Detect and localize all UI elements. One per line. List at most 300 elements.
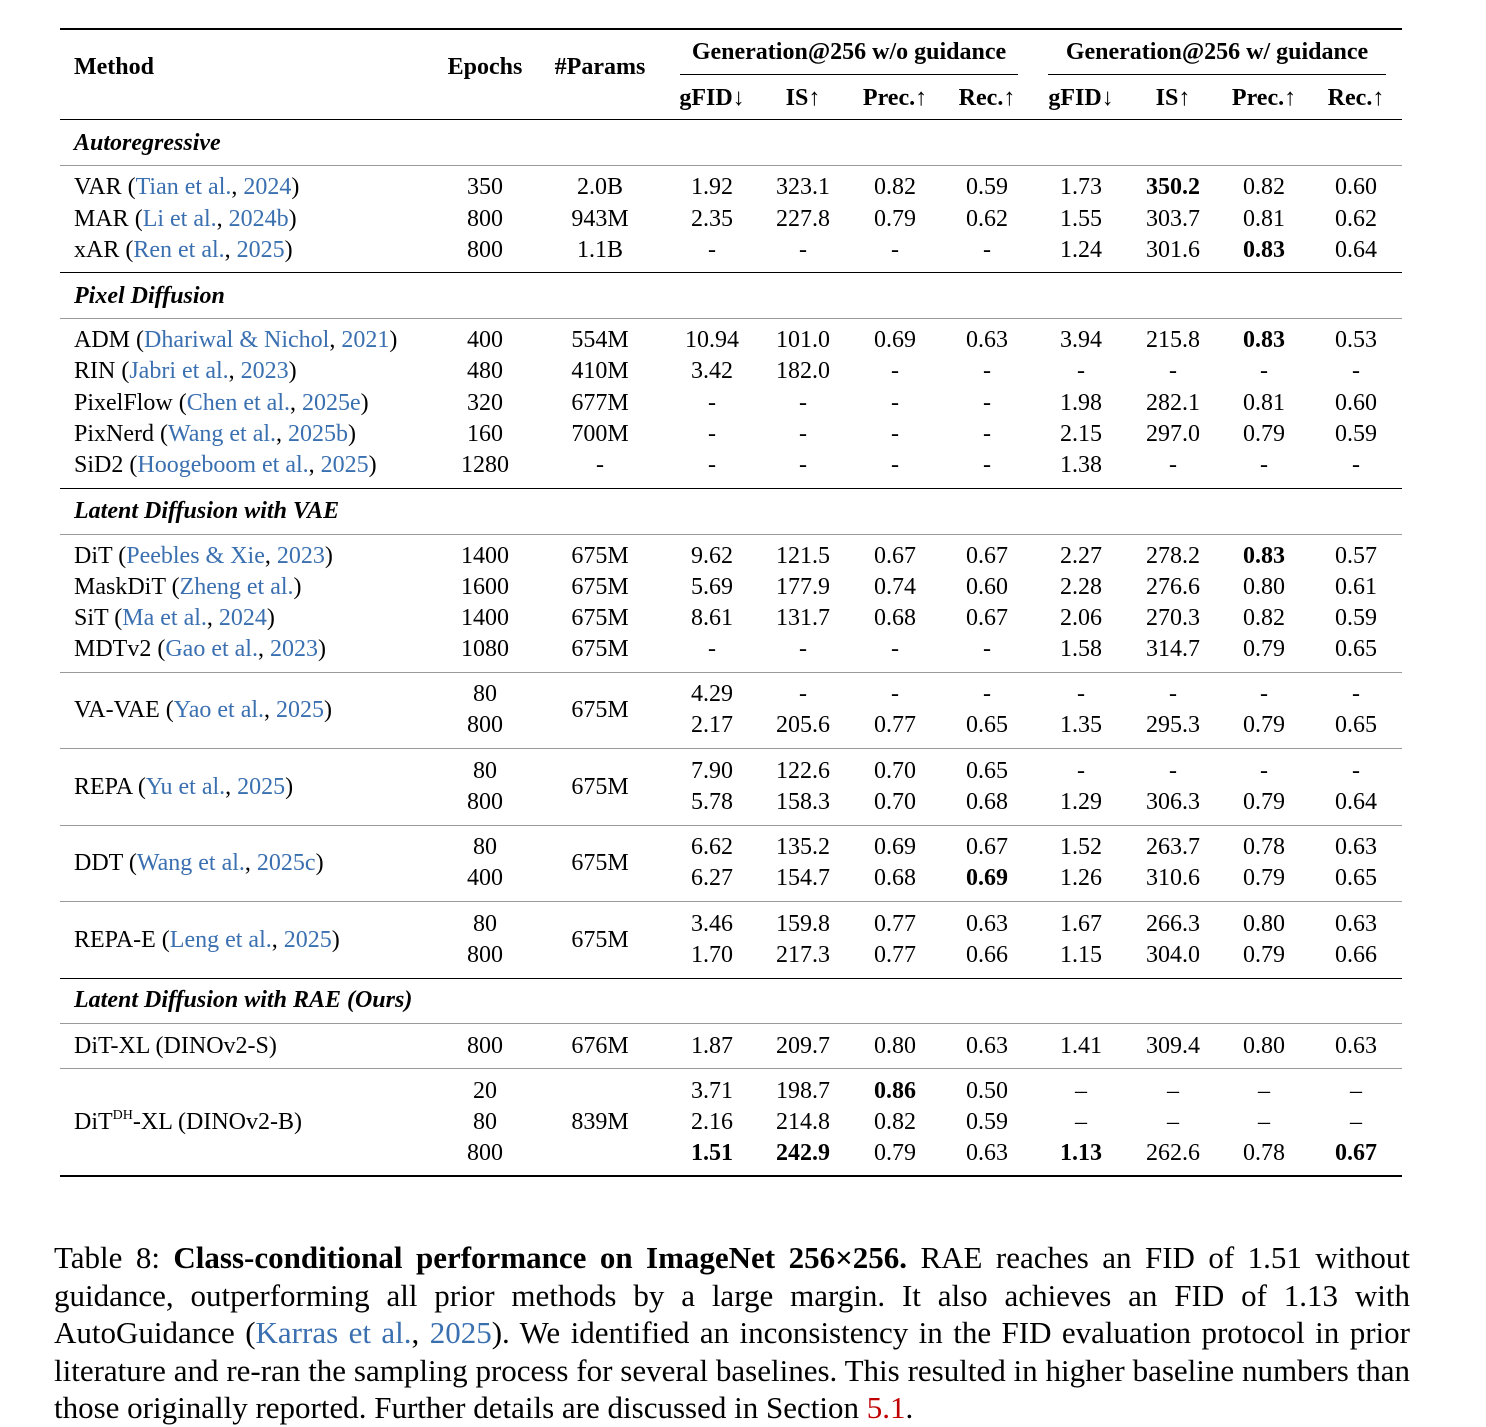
paren: )	[288, 206, 297, 232]
metric-value: -	[1169, 681, 1177, 707]
metric-value: -	[708, 421, 716, 447]
metric-value: 7.90	[691, 758, 733, 784]
metric-value: -	[983, 452, 991, 478]
metric-value: 0.60	[966, 574, 1008, 600]
metric-value: 215.8	[1146, 327, 1200, 353]
metric-value: -	[799, 681, 807, 707]
epoch-count: 20	[473, 1078, 497, 1104]
table-rule	[60, 119, 1402, 120]
metric-value: -	[891, 636, 899, 662]
metric-value: 1.55	[1060, 206, 1102, 232]
caption-text-3: .	[905, 1390, 914, 1425]
method-label: MaskDiT	[74, 574, 166, 600]
metric-value: 0.61	[1335, 574, 1377, 600]
metric-value: 0.66	[966, 942, 1008, 968]
method-label: VA-VAE	[74, 696, 160, 723]
epoch-count: 80	[473, 758, 497, 784]
metric-value: 10.94	[685, 327, 739, 353]
method-label: PixelFlow	[74, 390, 173, 416]
paren: (	[172, 390, 187, 416]
header-metric: IS↑	[785, 85, 821, 111]
metric-value: 0.78	[1243, 834, 1285, 860]
metric-value: 262.6	[1146, 1140, 1200, 1166]
metric-value: 0.65	[966, 712, 1008, 738]
metric-value: 0.59	[966, 1109, 1008, 1135]
paren: )	[368, 452, 377, 478]
metric-value: 1.15	[1060, 942, 1102, 968]
metric-value: 1.52	[1060, 834, 1102, 860]
citation-sep: ,	[276, 421, 289, 447]
param-count: 700M	[571, 421, 629, 447]
citation-year-link[interactable]: 2025c	[256, 849, 316, 876]
metric-value: 182.0	[776, 358, 830, 384]
method-name	[74, 772, 293, 802]
metric-value: 2.17	[691, 712, 733, 738]
metric-value: 217.3	[776, 942, 830, 968]
citation-year-link[interactable]: 2025	[276, 696, 325, 723]
metric-value: -	[1352, 358, 1360, 384]
metric-value: -	[708, 452, 716, 478]
method-label: DiT	[74, 543, 113, 569]
caption-citation-year[interactable]: 2025	[429, 1315, 492, 1350]
metric-value: 0.80	[1243, 1033, 1285, 1059]
citation-year-link[interactable]: 2021	[341, 327, 390, 353]
paren: (	[165, 574, 180, 600]
citation-link[interactable]: Leng et al.	[169, 926, 272, 953]
metric-value: 0.74	[874, 574, 916, 600]
table-rule	[60, 748, 1402, 749]
metric-value: –	[1167, 1109, 1179, 1135]
metric-value: -	[799, 636, 807, 662]
metric-value: 0.80	[874, 1033, 916, 1059]
citation-link[interactable]: Hoogeboom et al.	[137, 452, 309, 478]
method-label: MDTv2	[74, 636, 152, 662]
metric-value: 0.81	[1243, 390, 1285, 416]
metric-value: –	[1075, 1078, 1087, 1104]
metric-value: 297.0	[1146, 421, 1200, 447]
metric-value: 1.67	[1060, 911, 1102, 937]
param-count: 675M	[571, 926, 629, 953]
table-rule	[60, 272, 1402, 273]
metric-value: 263.7	[1146, 834, 1200, 860]
metric-value: -	[983, 421, 991, 447]
metric-value: 304.0	[1146, 942, 1200, 968]
citation-sep: ,	[290, 390, 302, 416]
metric-value: 2.27	[1060, 543, 1102, 569]
paren: (	[123, 452, 138, 478]
metric-value: 205.6	[776, 712, 830, 738]
caption-citation-sep: ,	[411, 1315, 430, 1350]
metric-value: 0.77	[874, 712, 916, 738]
metric-value: –	[1350, 1109, 1362, 1135]
method-label: RIN	[74, 358, 116, 384]
metric-value: 0.59	[966, 174, 1008, 200]
metric-value: 8.61	[691, 605, 733, 631]
paren: (	[121, 174, 136, 200]
citation-year-link[interactable]: 2024b	[228, 206, 289, 232]
paren: )	[389, 327, 398, 353]
citation-sep: ,	[264, 543, 277, 569]
citation-link[interactable]: Tian et al.	[135, 174, 232, 200]
param-count: -	[596, 452, 604, 478]
method-name	[74, 172, 299, 202]
method-name	[74, 419, 356, 449]
header-metric: gFID↓	[679, 85, 745, 111]
header-metric: Prec.↑	[862, 85, 928, 111]
metric-value: 0.79	[874, 206, 916, 232]
metric-value: -	[1260, 681, 1268, 707]
paren: (	[112, 543, 127, 569]
param-count: 943M	[571, 206, 629, 232]
caption-section-ref[interactable]: 5.1	[866, 1390, 906, 1425]
metric-value: 1.24	[1060, 237, 1102, 263]
metric-value: 154.7	[776, 865, 830, 891]
epoch-count: 480	[467, 358, 503, 384]
metric-value: 0.70	[874, 758, 916, 784]
citation-year-link[interactable]: 2025e	[302, 390, 361, 416]
metric-value: 0.79	[1243, 942, 1285, 968]
method-name	[74, 450, 377, 480]
metric-value: 0.65	[966, 758, 1008, 784]
metric-value: 266.3	[1146, 911, 1200, 937]
method-name	[74, 695, 332, 725]
paren: (	[122, 849, 137, 876]
table-rule	[60, 825, 1402, 826]
metric-value: 0.79	[1243, 789, 1285, 815]
metric-value: 2.06	[1060, 605, 1102, 631]
metric-value: 0.79	[1243, 636, 1285, 662]
metric-value: 314.7	[1146, 636, 1200, 662]
citation-link[interactable]: Yu et al.	[145, 773, 226, 800]
param-count: 675M	[571, 543, 629, 569]
metric-value: 3.46	[691, 911, 733, 937]
param-count: 675M	[571, 636, 629, 662]
metric-value: 0.67	[966, 543, 1008, 569]
metric-value: -	[708, 636, 716, 662]
metric-value: 6.62	[691, 834, 733, 860]
caption-title: Class-conditional performance on ImageNet 256×256.	[173, 1240, 907, 1275]
metric-value: 9.62	[691, 543, 733, 569]
metric-value: 0.63	[966, 327, 1008, 353]
metric-value: -	[708, 390, 716, 416]
epoch-count: 80	[473, 834, 497, 860]
metric-value: 0.60	[1335, 174, 1377, 200]
method-label: REPA	[74, 773, 132, 800]
citation-link[interactable]: Gao et al.	[165, 636, 258, 662]
paren: )	[315, 849, 324, 876]
header-metric: Rec.↑	[958, 85, 1016, 111]
paren: )	[284, 237, 293, 263]
param-count: 677M	[571, 390, 629, 416]
epoch-count: 400	[467, 865, 503, 891]
epoch-count: 1400	[461, 543, 509, 569]
metric-value: 0.64	[1335, 237, 1377, 263]
method-name-sup: DH	[112, 1108, 133, 1123]
metric-value: 159.8	[776, 911, 830, 937]
table-rule	[60, 1068, 1402, 1069]
metric-value: –	[1258, 1078, 1270, 1104]
metric-value: 158.3	[776, 789, 830, 815]
param-count: 675M	[571, 605, 629, 631]
header-group-with-guidance: Generation@256 w/ guidance	[1065, 39, 1369, 65]
metric-value: -	[983, 358, 991, 384]
table-rule	[60, 901, 1402, 902]
epoch-count: 1400	[461, 605, 509, 631]
metric-value: 0.83	[1243, 543, 1285, 569]
paren: (	[128, 206, 143, 232]
metric-value: 0.63	[966, 1033, 1008, 1059]
metric-value: 1.38	[1060, 452, 1102, 478]
metric-value: -	[1352, 681, 1360, 707]
metric-value: 323.1	[776, 174, 830, 200]
header-params: #Params	[554, 54, 646, 80]
citation-link[interactable]: Dhariwal & Nichol	[144, 327, 330, 353]
metric-value: 0.82	[874, 1109, 916, 1135]
header-epochs: Epochs	[447, 54, 523, 80]
metric-value: -	[983, 636, 991, 662]
param-count: 1.1B	[576, 237, 624, 263]
citation-sep: ,	[231, 174, 244, 200]
method-name	[74, 325, 397, 355]
metric-value: -	[1169, 358, 1177, 384]
citation-link[interactable]: Ren et al.	[133, 237, 225, 263]
paren: )	[348, 421, 357, 447]
citation-link[interactable]: Li et al.	[142, 206, 217, 232]
metric-value: -	[1352, 452, 1360, 478]
metric-value: 350.2	[1146, 174, 1200, 200]
metric-value: 2.16	[691, 1109, 733, 1135]
citation-year-link[interactable]: 2024	[218, 605, 267, 631]
citation-year-link[interactable]: 2025	[236, 237, 285, 263]
metric-value: 0.63	[966, 911, 1008, 937]
paren: )	[324, 543, 333, 569]
table-rule	[60, 28, 1402, 30]
metric-value: 0.59	[1335, 421, 1377, 447]
metric-value: 1.92	[691, 174, 733, 200]
metric-value: 1.73	[1060, 174, 1102, 200]
citation-link[interactable]: Zheng et al.	[179, 574, 294, 600]
metric-value: 0.57	[1335, 543, 1377, 569]
table-rule	[60, 488, 1402, 489]
method-name	[74, 925, 340, 955]
metric-value: 282.1	[1146, 390, 1200, 416]
metric-value: 0.69	[874, 327, 916, 353]
metric-value: 198.7	[776, 1078, 830, 1104]
caption-text-2: ). We identified an inconsistency in the FID evaluation protocol in prior literature and re-ran the sampling process for several baselines. This resulted in higher baseline numbers than those originally reported. Further details are discussed in Section	[54, 1315, 1410, 1425]
metric-value: 0.68	[966, 789, 1008, 815]
citation-link[interactable]: Ma et al.	[122, 605, 207, 631]
metric-value: -	[1169, 758, 1177, 784]
metric-value: -	[891, 681, 899, 707]
paren: (	[115, 358, 130, 384]
metric-value: -	[1077, 758, 1085, 784]
metric-value: -	[799, 421, 807, 447]
epoch-count: 1080	[461, 636, 509, 662]
metric-value: 227.8	[776, 206, 830, 232]
metric-value: 0.63	[966, 1140, 1008, 1166]
table-rule	[60, 318, 1402, 319]
table-rule	[60, 1023, 1402, 1024]
section-heading: Latent Diffusion with RAE (Ours)	[74, 987, 413, 1013]
metric-value: -	[1260, 452, 1268, 478]
paren: )	[291, 174, 300, 200]
metric-value: 214.8	[776, 1109, 830, 1135]
paren: )	[293, 574, 302, 600]
method-label: xAR	[74, 237, 120, 263]
citation-sep: ,	[329, 327, 342, 353]
metric-value: -	[983, 390, 991, 416]
method-label: REPA-E	[74, 926, 156, 953]
paren: (	[131, 773, 146, 800]
metric-value: 310.6	[1146, 865, 1200, 891]
metric-value: 242.9	[776, 1140, 830, 1166]
metric-value: –	[1075, 1109, 1087, 1135]
paren: )	[266, 605, 275, 631]
citation-year-link[interactable]: 2023	[276, 543, 325, 569]
method-name	[74, 634, 326, 664]
method-name	[74, 848, 324, 878]
metric-value: 0.83	[1243, 237, 1285, 263]
citation-link[interactable]: Wang et al.	[168, 421, 277, 447]
table-rule	[60, 1175, 1402, 1177]
epoch-count: 800	[467, 942, 503, 968]
paren: (	[108, 605, 123, 631]
citation-year-link[interactable]: 2024	[243, 174, 292, 200]
paren: )	[288, 358, 297, 384]
metric-value: 0.63	[1335, 834, 1377, 860]
epoch-count: 800	[467, 237, 503, 263]
paren: )	[324, 696, 333, 723]
paren: )	[331, 926, 340, 953]
metric-value: 3.94	[1060, 327, 1102, 353]
epoch-count: 1600	[461, 574, 509, 600]
metric-value: 121.5	[776, 543, 830, 569]
epoch-count: 800	[467, 206, 503, 232]
metric-value: 0.70	[874, 789, 916, 815]
metric-value: 0.86	[874, 1078, 916, 1104]
paren: (	[119, 237, 134, 263]
metric-value: -	[1260, 358, 1268, 384]
citation-year-link[interactable]: 2023	[269, 636, 318, 662]
metric-value: 5.78	[691, 789, 733, 815]
citation-sep: ,	[271, 926, 284, 953]
citation-sep: ,	[225, 773, 238, 800]
metric-value: 5.69	[691, 574, 733, 600]
section-heading: Pixel Diffusion	[74, 283, 225, 309]
metric-value: -	[891, 237, 899, 263]
header-metric: gFID↓	[1048, 85, 1114, 111]
metric-value: 1.13	[1060, 1140, 1102, 1166]
metric-value: 0.77	[874, 942, 916, 968]
metric-value: 276.6	[1146, 574, 1200, 600]
metric-value: -	[891, 421, 899, 447]
method-label: SiT	[74, 605, 109, 631]
metric-value: 0.80	[1243, 574, 1285, 600]
metric-value: 3.42	[691, 358, 733, 384]
metric-value: -	[1077, 681, 1085, 707]
metric-value: 309.4	[1146, 1033, 1200, 1059]
citation-link[interactable]: Yao et al.	[173, 696, 265, 723]
method-name	[74, 356, 297, 386]
epoch-count: 800	[467, 1033, 503, 1059]
citation-link[interactable]: Wang et al.	[136, 849, 245, 876]
metric-value: 0.68	[874, 865, 916, 891]
epoch-count: 80	[473, 681, 497, 707]
table-rule	[1048, 74, 1386, 75]
citation-year-link[interactable]: 2025	[320, 452, 369, 478]
metric-value: 0.50	[966, 1078, 1008, 1104]
method-name	[74, 235, 293, 265]
epoch-count: 350	[467, 174, 503, 200]
metric-value: 0.82	[874, 174, 916, 200]
metric-value: 270.3	[1146, 605, 1200, 631]
citation-year-link[interactable]: 2023	[240, 358, 289, 384]
metric-value: -	[1077, 358, 1085, 384]
citation-year-link[interactable]: 2025	[283, 926, 332, 953]
citation-link[interactable]: Chen et al.	[186, 390, 290, 416]
param-count: 2.0B	[576, 174, 624, 200]
citation-year-link[interactable]: 2025	[237, 773, 286, 800]
header-metric: Rec.↑	[1327, 85, 1385, 111]
epoch-count: 800	[467, 789, 503, 815]
metric-value: 306.3	[1146, 789, 1200, 815]
citation-link[interactable]: Peebles & Xie	[126, 543, 265, 569]
metric-value: 0.65	[1335, 712, 1377, 738]
metric-value: 101.0	[776, 327, 830, 353]
citation-year-link[interactable]: 2025b	[288, 421, 349, 447]
method-label: DDT	[74, 849, 123, 876]
param-count: 676M	[571, 1033, 629, 1059]
method-label: DiT-XL (DINOv2-S)	[74, 1033, 277, 1059]
metric-value: 1.26	[1060, 865, 1102, 891]
metric-value: 0.81	[1243, 206, 1285, 232]
metric-value: 131.7	[776, 605, 830, 631]
metric-value: -	[799, 390, 807, 416]
metric-value: 0.79	[1243, 421, 1285, 447]
table-rule	[680, 74, 1018, 75]
method-name	[74, 204, 297, 234]
param-count: 675M	[571, 574, 629, 600]
table-rule	[60, 672, 1402, 673]
metric-value: 6.27	[691, 865, 733, 891]
metric-value: 0.63	[1335, 911, 1377, 937]
metric-value: 0.65	[1335, 865, 1377, 891]
metric-value: 301.6	[1146, 237, 1200, 263]
metric-value: 3.71	[691, 1078, 733, 1104]
header-group-without-guidance: Generation@256 w/o guidance	[691, 39, 1007, 65]
param-count: 675M	[571, 849, 629, 876]
metric-value: 4.29	[691, 681, 733, 707]
metric-value: 0.69	[874, 834, 916, 860]
metric-value: -	[799, 452, 807, 478]
citation-sep: ,	[224, 237, 237, 263]
metric-value: -	[1169, 452, 1177, 478]
method-label: SiD2	[74, 452, 124, 478]
metric-value: 0.68	[874, 605, 916, 631]
metric-value: 1.70	[691, 942, 733, 968]
caption-citation[interactable]: Karras et al.	[255, 1315, 412, 1350]
metric-value: 0.65	[1335, 636, 1377, 662]
paren: (	[155, 926, 170, 953]
metric-value: 0.79	[1243, 712, 1285, 738]
metric-value: 0.62	[966, 206, 1008, 232]
citation-link[interactable]: Jabri et al.	[129, 358, 229, 384]
metric-value: 0.67	[1335, 1140, 1377, 1166]
epoch-count: 1280	[461, 452, 509, 478]
metric-value: 135.2	[776, 834, 830, 860]
metric-value: 0.62	[1335, 206, 1377, 232]
metric-value: -	[708, 237, 716, 263]
